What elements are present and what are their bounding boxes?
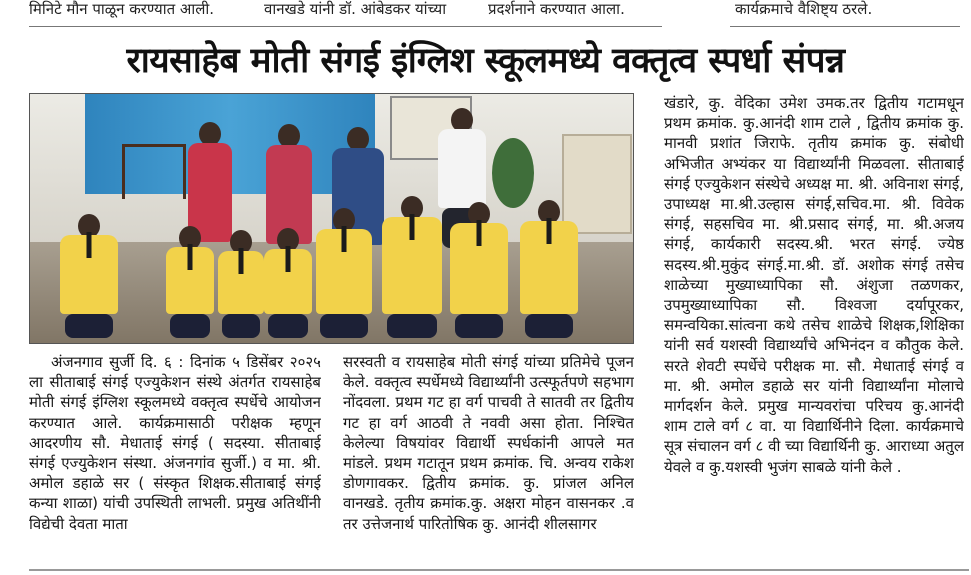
student-6	[382, 196, 442, 338]
prev-article-fragment-1: मिनिटे मौन पाळून करण्यात आली.	[29, 0, 215, 18]
student-3	[218, 230, 264, 338]
plant	[492, 138, 534, 208]
student-4	[264, 228, 312, 338]
teacher-red-saree-2	[266, 124, 312, 244]
student-1	[60, 214, 118, 338]
prev-article-fragment-4: कार्यक्रमाचे वैशिष्ट्य ठरले.	[735, 0, 873, 18]
student-2	[166, 226, 214, 338]
article-headline: रायसाहेब मोती संगई इंग्लिश स्कूलमध्ये वक्तृत्व स्पर्धा संपन्न	[126, 40, 845, 81]
teacher-red-saree-1	[188, 122, 232, 242]
column-1-text: अंजनगाव सुर्जी दि. ६ : दिनांक ५ डिसेंबर २०२५ ला सीताबाई संगई एज्युकेशन संस्थे अंतर्गत रायसाहेब मोती संगई इंग्लिश स्कूलमध्ये वक्तृत्व स्पर्धेचे आयोजन करण्यात आले. कार्यक्रमासाठी परीक्षक म्हणून आदरणीय सौ. मेधाताई संगई ( सदस्या. सीताबाई संगई एज्युकेशन संस्था. अंजनगांव सुर्जी.) व मा. श्री. अमोल डहाळे सर ( संस्कृत शिक्षक.सीताबाई संगई कन्या शाळा) यांची उपस्थिती लाभली. प्रमुख अतिथींनी विद्येची देवता माता	[29, 353, 321, 533]
top-divider	[29, 26, 662, 27]
student-8	[520, 200, 578, 338]
article-column-3	[664, 93, 964, 563]
prev-article-fragment-3: प्रदर्शनाने करण्यात आला.	[488, 0, 625, 18]
top-divider-right	[730, 26, 960, 27]
article-column-2	[343, 352, 634, 562]
article-column-1	[29, 352, 321, 562]
student-7	[450, 202, 508, 338]
column-3-text: खंडारे, कु. वेदिका उमेश उमक.तर द्वितीय गटामधून प्रथम क्रमांक. कु.आनंदी शाम टाले , द्वितीय क्रमांक कु. मानवी प्रशांत जिराफे. तृतीय क्रमांक कु. संबोधी अभिजीत अभ्यंकर या विद्यार्थ्यांनी मिळवला. सीताबाई संगई एज्युकेशन संस्थेचे अध्यक्ष मा. श्री. अविनाश संगई, उपाध्यक्ष मा.श्री.उल्हास संगई,सचिव.मा. श्री. विवेक संगई, सहसचिव मा. श्री.प्रसाद संगई, मा. श्री.अजय संगई, कार्यकारी सदस्य.श्री. भरत संगई. ज्येष्ठ सदस्य.श्री.मुकुंद संगई.मा.श्री. डॉ. अशोक संगई तसेच शाळेच्या मुख्याध्यापिका सौ. अंशुजा तळणकर, उपमुख्याध्यापिका सौ. विश्वजा दर्यापूरकर, समन्वयिका.सांत्वना कथे तसेच शाळेचे शिक्षक,शिक्षिका यांनी सर्व यशस्वी विद्यार्थ्यांचे अभिनंदन व कौतुक केले. सरते शेवटी स्पर्धेचे परीक्षक मा. सौ. मेधाताई संगई व मा. श्री. अमोल डहाळे सर यांनी विद्यार्थ्यांना मोलाचे मार्गदर्शन केले. प्रमुख मान्यवरांचा परिचय कु.आनंदी शाम टाले वर्ग ८ वा. या विद्यार्थिनीने दिला. कार्यक्रमाचे सूत्र संचालन वर्ग ८ वी च्या विद्यार्थिनी कु. आराध्या अतुल येवले व कु.यशस्वी भुजंग साबळे यांनी केले .	[664, 94, 964, 476]
prev-article-fragment-2: वानखडे यांनी डॉ. आंबेडकर यांच्या	[264, 0, 447, 18]
photo-frame-stand	[122, 144, 186, 199]
column-2-text: सरस्वती व रायसाहेब मोती संगई यांच्या प्रतिमेचे पूजन केले. वक्तृत्व स्पर्धेमध्ये विद्यार्थ्यांनी उत्स्फूर्तपणे सहभाग नोंदवला. प्रथम गट हा वर्ग पाचवी ते सातवी तर द्वितीय गट हा वर्ग आठवी ते नववी असा होता. निश्चित केलेल्या विषयांवर विद्यार्थी स्पर्धकांनी आपले मत मांडले. प्रथम गटातून प्रथम क्रमांक. चि. अन्वय राकेश डोणगावकर. द्वितीय क्रमांक. कु. प्रांजल अनिल वानखडे. तृतीय क्रमांक.कु. अक्षरा मोहन वासनकर .व तर उत्तेजनार्थ पारितोषिक कु. आनंदी शीलसागर	[343, 353, 634, 533]
event-photo	[29, 93, 634, 344]
bottom-divider	[29, 569, 969, 571]
student-5	[316, 208, 372, 338]
